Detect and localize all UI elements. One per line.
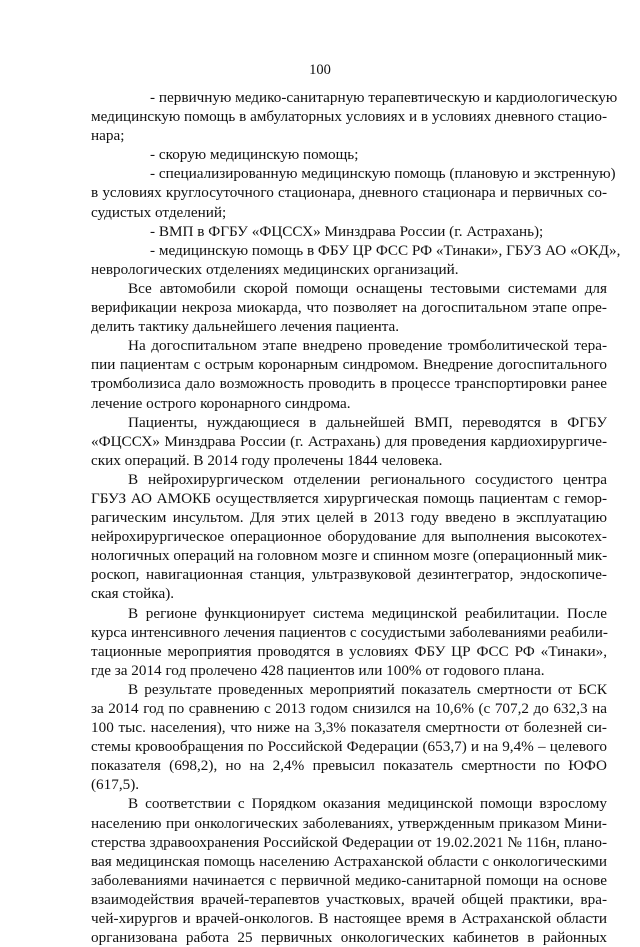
text-line: населению при онкологических заболеваниях, утвержденным приказом Мини- <box>91 814 607 832</box>
text-line: тационные мероприятия проводятся в условиях ФБУ ЦР ФСС РФ «Тинаки», <box>91 642 607 660</box>
text-line: курса интенсивного лечения пациентов с сосудистыми заболеваниями реабили- <box>91 623 608 641</box>
text-line: нара; <box>91 127 125 145</box>
text-line: нологичных операций на головном мозге и спинном мозге (операционный мик- <box>91 547 608 565</box>
text-line: показателя (698,2), но на 2,4% превысил показатель смертности по ЮФО <box>91 757 607 775</box>
text-line: вая медицинская помощь населению Астраханской области с онкологическими <box>91 852 607 870</box>
text-line: в условиях круглосуточного стационара, дневного стационара и первичных со- <box>91 184 607 202</box>
text-line: В соответствии с Порядком оказания медицинской помощи взрослому <box>128 795 607 813</box>
page-number: 100 <box>309 62 331 78</box>
text-line: чей-хирургов и врачей-онкологов. В настоящее время в Астраханской области <box>91 910 607 928</box>
text-line: рагическим инсультом. Для этих целей в 2013 году введено в эксплуатацию <box>91 509 607 527</box>
text-line: за 2014 год по сравнению с 2013 годом снизился на 10,6% (с 707,2 до 632,3 на <box>91 700 607 717</box>
text-line: В результате проведенных мероприятий показатель смертности от БСК <box>128 680 607 698</box>
text-line: ских операций. В 2014 году пролечены 1844 человека. <box>91 451 443 469</box>
text-line: В регионе функционирует система медицинской реабилитации. После <box>128 604 607 622</box>
text-line: - ВМП в ФГБУ «ФЦССХ» Минздрава России (г. Астрахань); <box>150 222 544 240</box>
text-line: стемы кровообращения по Российской Федерации (653,7) и на 9,4% – целевого <box>91 738 607 756</box>
text-line: (617,5). <box>91 776 140 794</box>
text-line: делить тактику дальнейшего лечения пациента. <box>91 318 400 336</box>
text-line: Все автомобили скорой помощи оснащены тестовыми системами для <box>128 279 607 297</box>
text-line: пии пациентам с острым коронарным синдромом. Внедрение догоспитального <box>91 356 607 374</box>
text-line: «ФЦССХ» Минздрава России (г. Астрахань) для проведения кардиохирургиче- <box>91 432 607 450</box>
text-line: - первичную медико-санитарную терапевтическую и кардиологическую <box>150 89 618 106</box>
text-line: лечение острого коронарного синдрома. <box>91 394 351 412</box>
text-line: нейрохирургическое операционное оборудование для выполнения высокотех- <box>91 528 607 546</box>
text-line: медицинскую помощь в амбулаторных условиях и в условиях дневного стацио- <box>91 108 607 126</box>
text-line: роскоп, навигационная станция, ультразвуковой дезинтегратор, эндоскопиче- <box>91 566 607 584</box>
text-line: 100 тыс. населения), что ниже на 3,3% показателя смертности от болезней си- <box>91 719 607 737</box>
text-line: судистых отделений; <box>91 203 227 221</box>
text-line: ская стойка). <box>91 585 175 603</box>
text-line: взаимодействия врачей-терапевтов участковых, врачей общей практики, вра- <box>91 890 607 908</box>
text-line: тромболизиса дало возможность проводить в процессе транспортировки ранее <box>91 375 607 393</box>
text-line: Пациенты, нуждающиеся в дальнейшей ВМП, переводятся в ФГБУ <box>128 413 607 431</box>
document-body <box>91 88 621 947</box>
text-line: организована работа 25 первичных онкологических кабинетов в районных <box>91 929 607 947</box>
text-line: На догоспитальном этапе внедрено проведение тромболитической тера- <box>128 337 607 355</box>
text-line: ГБУЗ АО АМОКБ осуществляется хирургическая помощь пациентам с гемор- <box>91 489 607 507</box>
text-line: стерства здравоохранения Российской Федерации от 19.02.2021 № 116н, плано- <box>91 833 607 851</box>
text-line: - специализированную медицинскую помощь (плановую и экстренную) <box>150 165 616 183</box>
text-line: заболеваниями начинается с первичной медико-санитарной помощи на основе <box>91 871 607 889</box>
text-line: неврологических отделениях медицинских организаций. <box>91 260 459 278</box>
text-line: где за 2014 год пролечено 428 пациентов или 100% от годового плана. <box>91 661 545 679</box>
text-line: верификации некроза миокарда, что позволяет на догоспитальном этапе опре- <box>91 299 607 317</box>
text-line: - медицинскую помощь в ФБУ ЦР ФСС РФ «Тинаки», ГБУЗ АО «ОКД», <box>150 241 621 259</box>
text-line: - скорую медицинскую помощь; <box>150 146 359 164</box>
text-line: В нейрохирургическом отделении регионального сосудистого центра <box>128 470 607 488</box>
